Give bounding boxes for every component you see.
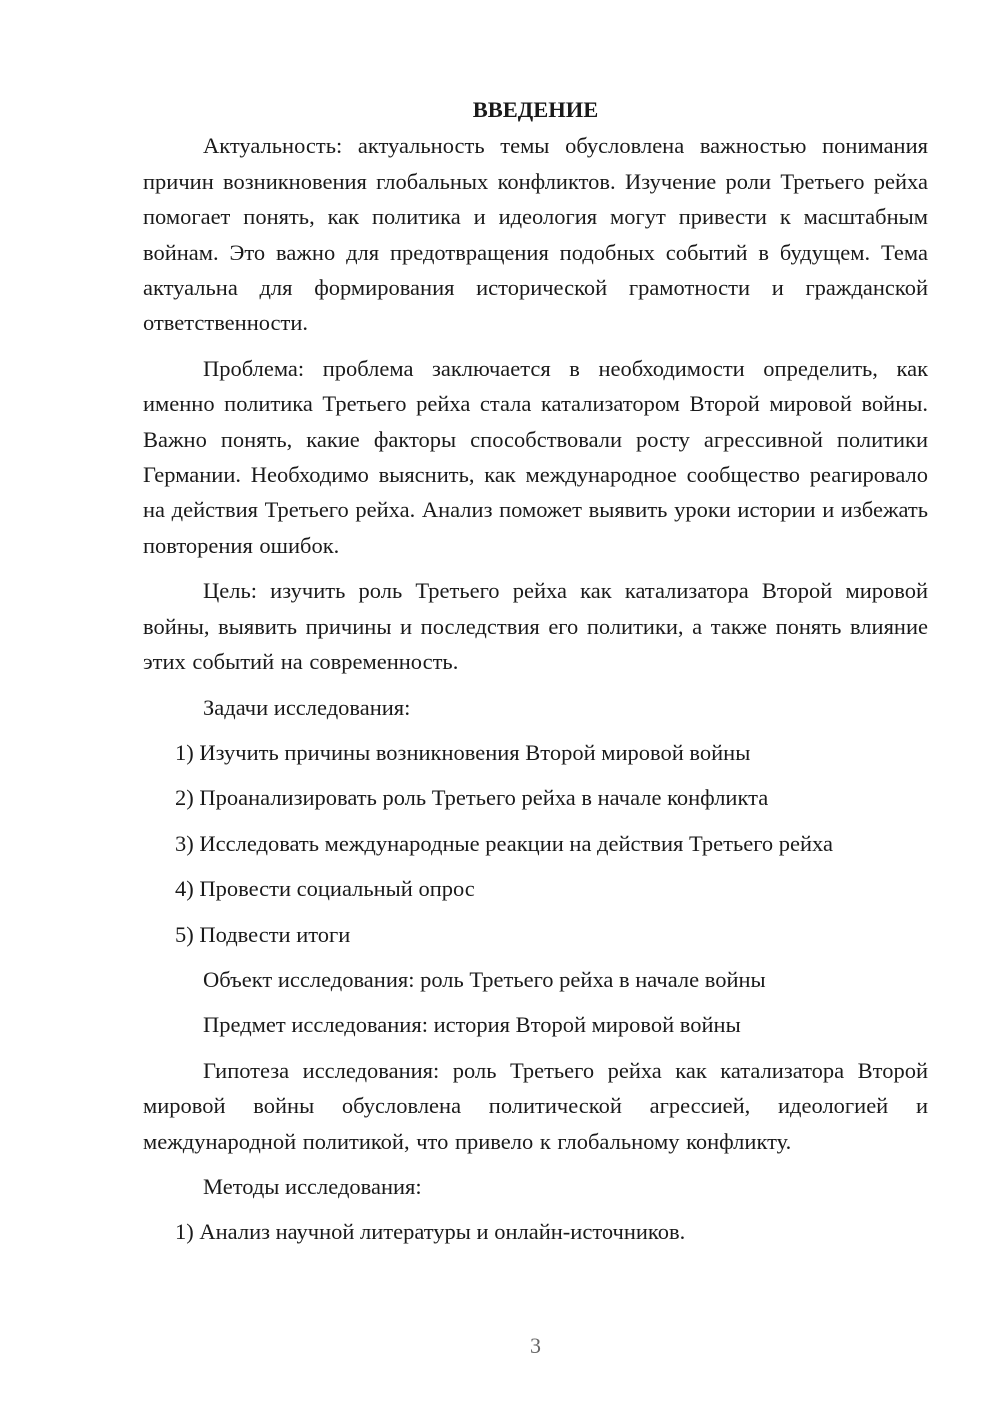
task-item: 4) Провести социальный опрос xyxy=(175,876,475,902)
goal-paragraph: Цель: изучить роль Третьего рейха как катализатора Второй мировой войны, выявить причины и последствия его политики, а также понять влияние этих событий на современность. xyxy=(143,578,928,675)
task-item: 1) Изучить причины возникновения Второй мировой войны xyxy=(175,739,751,765)
page-content xyxy=(143,92,928,1260)
section-title: ВВЕДЕНИЕ xyxy=(472,97,599,122)
page-number: 3 xyxy=(530,1333,541,1358)
task-item: 5) Подвести итоги xyxy=(175,921,351,947)
research-subject: Предмет исследования: история Второй мировой войны xyxy=(203,1012,741,1038)
research-object: Объект исследования: роль Третьего рейха в начале войны xyxy=(203,966,766,992)
methods-heading: Методы исследования: xyxy=(203,1173,422,1199)
problem-paragraph: Проблема: проблема заключается в необходимости определить, как именно политика Третьего рейха стала катализатором Второй мировой войны. Важно понять, какие факторы способствовали росту агрессивной политики Германии. Необходимо выяснить, как международное сообщество реагировало на действия Третьего рейха. Анализ поможет выявить уроки истории и избежать повторения ошибок. xyxy=(143,355,928,558)
hypothesis-paragraph: Гипотеза исследования: роль Третьего рейха как катализатора Второй мировой войны обусловлена политической агрессией, идеологией и международной политикой, что привело к глобальному конфликту. xyxy=(143,1057,928,1154)
relevance-paragraph: Актуальность: актуальность темы обусловлена важностью понимания причин возникновения глобальных конфликтов. Изучение роли Третьего рейха помогает понять, как политика и идеология могут привести к масштабным войнам. Это важно для предотвращения подобных событий в будущем. Тема актуальна для формирования исторической грамотности и гражданской ответственности. xyxy=(143,133,928,336)
tasks-heading: Задачи исследования: xyxy=(203,694,411,720)
method-item: 1) Анализ научной литературы и онлайн-источников. xyxy=(175,1219,686,1245)
task-item: 2) Проанализировать роль Третьего рейха в начале конфликта xyxy=(175,785,769,811)
task-item: 3) Исследовать международные реакции на действия Третьего рейха xyxy=(175,830,833,856)
